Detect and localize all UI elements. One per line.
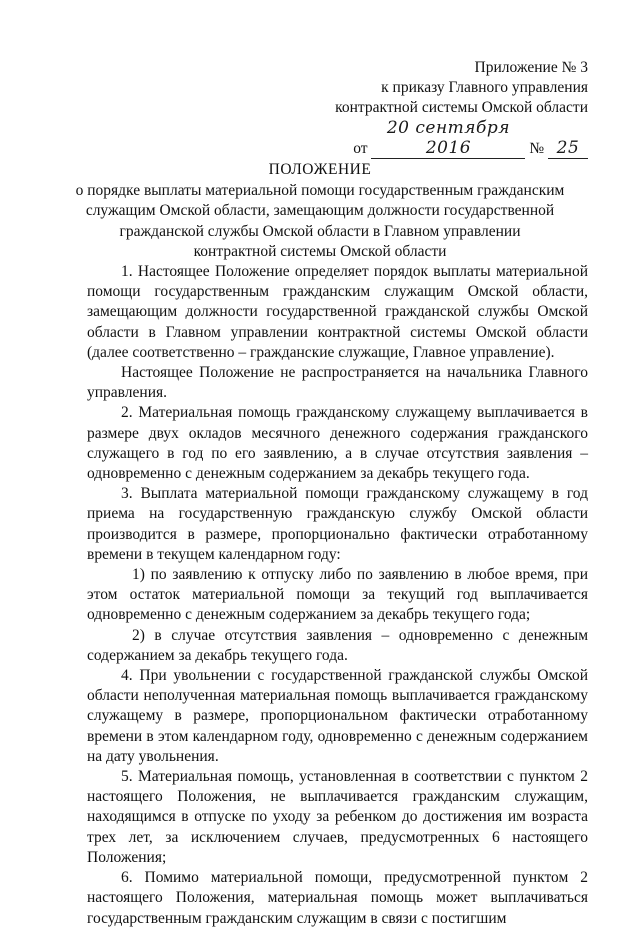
paragraph-3: 3. Выплата материальной помощи гражданскому служащему в год приема на государственную гражданскую службу Омской области производится в размере, пропорционально фактически отработанному времени в текущем календарном году: [87,485,588,563]
paragraph-1-note: Настоящее Положение не распространяется на начальника Главного управления. [87,364,588,402]
paragraph-3-item-1: 1) по заявлению к отпуску либо по заявлению в любое время, при этом остаток материальной помощи за текущий год выплачивается одновременно с денежным содержанием за декабрь текущего года; [87,566,588,624]
appendix-block [335,58,588,159]
paragraph-2: 2. Материальная помощь гражданскому служащему выплачивается в размере двух окладов месячного денежного содержания гражданского служащего в год по его заявлению, а в случае отсутствия заявления – одновременно с денежным содержанием за декабрь текущего года. [87,404,588,483]
handwritten-date: 20 сентября 2016 [371,118,525,159]
handwritten-number: 25 [548,138,588,159]
paragraph-5: 5. Материальная помощь, установленная в соответствии с пунктом 2 настоящего Положения, не выплачивается гражданским служащим, находящимся в отпуске по уходу за ребенком до достижения им возраста трех лет, за исключением случаев, предусмотренных 6 настоящего Положения; [87,768,588,866]
date-prefix: от [353,140,368,157]
appendix-number: Приложение № 3 [474,59,588,76]
paragraph-4: 4. При увольнении с государственной гражданской службы Омской области неполученная материальная помощь выплачивается гражданскому служащему в размере, пропорциональном фактически отработанному времени в этом календарном году, одновременно с денежным содержанием на дату увольнения. [87,667,588,765]
appendix-org: контрактной системы Омской области [335,99,588,116]
title-subtitle-line: гражданской службы Омской области в Главном управлении [119,222,521,240]
title-subtitle-line: о порядке выплаты материальной помощи государственным гражданским [75,181,565,199]
title-heading: ПОЛОЖЕНИЕ [268,161,372,178]
number-prefix: № [529,140,545,157]
paragraph-3-item-2: 2) в случае отсутствия заявления – одновременно с денежным содержанием за декабрь текущего года. [87,626,588,664]
appendix-date-line [335,118,588,159]
document-body [87,262,588,929]
appendix-order-ref: к приказу Главного управления [381,79,588,96]
document-title [58,160,582,263]
paragraph-6: 6. Помимо материальной помощи, предусмотренной пунктом 2 настоящего Положения, материальная помощь может выплачиваться государственным гражданским служащим в связи с постигшим [87,869,588,927]
title-subtitle-line: служащим Омской области, замещающим должности государственной [85,202,555,219]
paragraph-1: 1. Настоящее Положение определяет порядок выплаты материальной помощи государственным гражданским служащим Омской области, замещающим должности государственной гражданской службы Омской области в Главном управлении контрактной системы Омской области (далее соответственно – гражданские служащие, Главное управление). [87,263,588,361]
title-subtitle-line: контрактной системы Омской области [193,243,447,260]
